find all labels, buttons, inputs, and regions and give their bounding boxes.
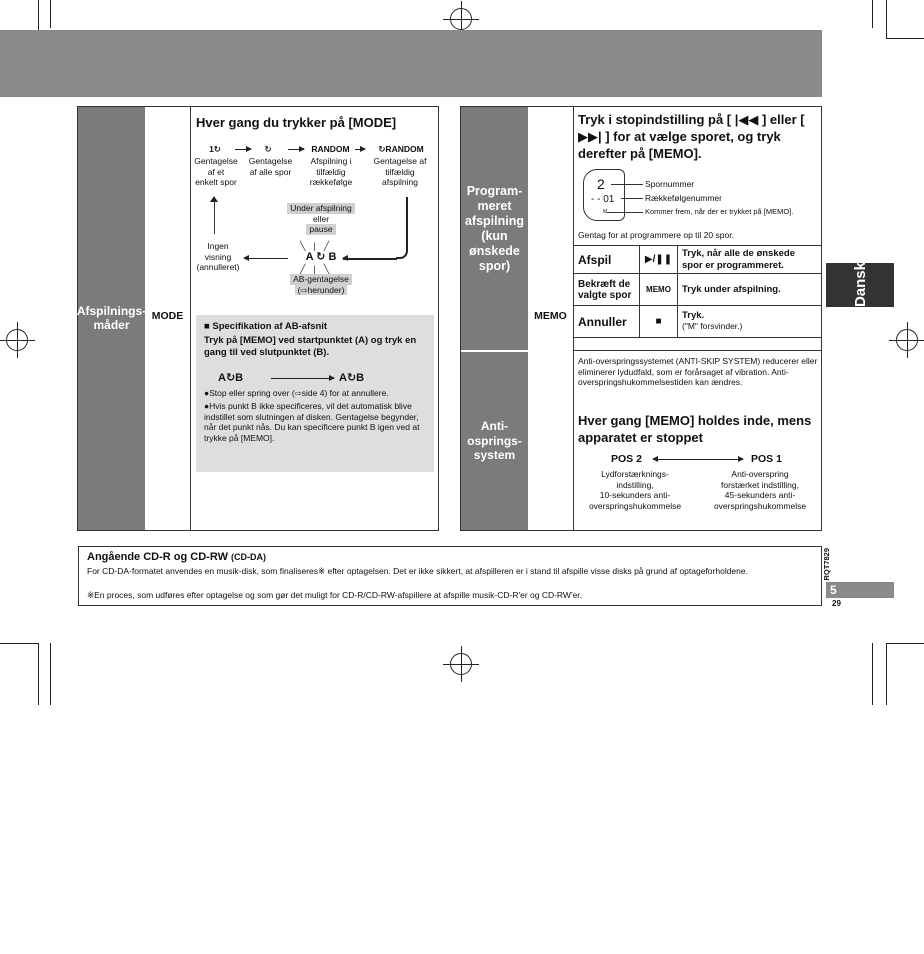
program-play-panel <box>460 106 822 531</box>
mode-label: Gentagelse af et enkelt spor <box>194 156 238 188</box>
flow-line <box>396 197 408 259</box>
doc-code <box>822 548 842 582</box>
no-display-label: Ingen visning (annulleret) <box>196 241 240 273</box>
sequence-digits: - - 01 <box>591 194 615 205</box>
pos2-title: POS 2 <box>611 453 642 465</box>
under-label: eller <box>312 213 330 224</box>
under-playback-note <box>281 203 361 235</box>
crop-mark <box>50 643 51 705</box>
row-label: Bekræft de valgte spor <box>574 274 640 306</box>
crop-mark <box>872 0 873 28</box>
memo-indicator: M <box>603 209 608 215</box>
row-text: Tryk. <box>682 310 705 322</box>
side-label-antiskip: Anti- osprings- system <box>461 352 528 530</box>
box-line: For CD-DA-formatet anvendes en musik-disk, som finaliseres※ efter optagelsen. Det er ikke sikkert, at afspilleren er i stand til afspille visse disks på grund af optageforholdene. <box>87 566 748 576</box>
section-heading: Hver gang du trykker på [MODE] <box>196 115 397 130</box>
mode-key-label: MODE <box>151 310 184 322</box>
crop-mark <box>886 643 887 705</box>
language-tab <box>826 263 894 307</box>
antiskip-text: Anti-overspringssystemet (ANTI-SKIP SYSTEM) reducerer eller eliminerer lydudfald, som er forårsaget af vibration. Anti-overspringshukommelsestiden kan ændres. <box>578 356 818 388</box>
track-digit: 2 <box>597 176 605 192</box>
section-heading: Tryk i stopindstilling på [ |◀◀ ] eller [ ▶▶| ] for at vælge sporet, og tryk derefter på [MEMO]. <box>578 112 805 161</box>
row-text: Tryk under afspilning. <box>678 274 822 306</box>
box-title-wrap <box>87 551 266 563</box>
cd-r-info-box <box>78 546 822 606</box>
arrow-icon <box>235 149 251 150</box>
arrow-icon <box>657 459 743 460</box>
flash-rays-icon: ╲|╱ <box>300 241 338 251</box>
callout-label: Rækkefølgenummer <box>645 193 722 203</box>
crop-mark <box>886 0 887 38</box>
under-label: pause <box>306 224 335 235</box>
ab-spec-box <box>196 315 434 472</box>
pos1-title: POS 1 <box>751 453 782 465</box>
doc-code-label: RQT7829 <box>822 548 831 581</box>
box-title: Angående CD-R og CD-RW <box>87 551 228 563</box>
row-label: Annuller <box>574 306 640 338</box>
memo-key-label: MEMO <box>534 310 567 322</box>
flash-rays-icon: ╱|╲ <box>300 264 338 274</box>
registration-mark <box>896 329 918 351</box>
language-tab-label: Dansk <box>851 262 869 308</box>
spec-text: Tryk på [MEMO] ved startpunktet (A) og tryk en gang til ved slutpunktet (B). <box>204 335 417 359</box>
ab-repeat-note <box>281 274 361 295</box>
callout-label: Spornummer <box>645 179 695 189</box>
side-label-programmed: Program- meret afspilning (kun ønskede spor) <box>461 107 528 350</box>
spec-bullet: ●Stop eller spring over (⇨side 4) for at annullere. <box>204 388 389 398</box>
control-table <box>573 245 822 338</box>
ab-label: AB-gentagelse <box>290 274 352 285</box>
ab-flashing-symbol: A↻B <box>218 372 244 384</box>
flow-line <box>214 199 215 234</box>
pos2-text: Lydforstærknings- indstilling, 10-sekunders anti- overspringshukommelse <box>588 469 682 511</box>
arrow-icon <box>343 258 397 260</box>
mode-symbol: ↻ <box>264 144 272 154</box>
pos1-text: Anti-overspring forstærket indstilling, 45-sekunders anti- overspringshukommelse <box>713 469 807 511</box>
playback-modes-panel <box>77 106 439 531</box>
mode-symbol: ↻RANDOM <box>378 144 424 154</box>
box-line: ※En proces, som udføres efter optagelse og som gør det muligt for CD-R/CD-RW-afspillere at afspille musik-CD-R'er og CD-RW'er. <box>87 590 583 600</box>
ab-steady-symbol: A↻B <box>339 372 365 384</box>
spec-bullet: ●Hvis punkt B ikke specificeres, vil det automatisk blive indstillet som slutningen af disken. Gentagelse begynder, når det punkt nås. Du kan specificere punkt B igen ved at trykke på [MEMO]. <box>204 401 420 443</box>
spec-title: ■ Specifikation af AB-afsnit <box>204 321 328 332</box>
page-section-tab: 5 <box>826 582 894 598</box>
crop-mark <box>886 38 924 39</box>
crop-mark <box>38 643 39 705</box>
page-number: 29 <box>832 599 841 608</box>
arrow-icon <box>355 149 365 150</box>
arrow-icon <box>288 149 304 150</box>
registration-mark <box>450 653 472 675</box>
registration-mark <box>6 329 28 351</box>
side-label: Afspilnings- måder <box>78 107 145 530</box>
mode-symbol: 1↻ <box>209 144 221 154</box>
mode-symbol: RANDOM <box>311 144 350 154</box>
mode-label: Gentagelse af tilfældig afspilning <box>373 156 427 188</box>
crop-mark <box>0 643 38 644</box>
crop-mark <box>50 0 51 28</box>
under-label: Under afspilning <box>287 203 354 214</box>
memo-key: MEMO <box>640 274 678 306</box>
header-band <box>0 30 822 97</box>
crop-mark <box>886 643 924 644</box>
arrow-up-icon <box>210 196 218 202</box>
mode-label: Gentagelse af alle spor <box>248 156 293 177</box>
ab-repeat-symbol: A ↻ B <box>305 251 337 263</box>
antiskip-heading: Hver gang [MEMO] holdes inde, mens apparatet er stoppet <box>578 413 812 445</box>
row-label: Afspil <box>574 246 640 274</box>
repeat-note: Gentag for at programmere op til 20 spor. <box>578 230 734 240</box>
crop-mark <box>872 643 873 705</box>
callout-label: Kommer frem, når der er trykket på [MEMO]. <box>645 207 794 216</box>
arrow-icon <box>271 378 334 379</box>
play-pause-icon: ▶/❚❚ <box>640 246 678 274</box>
row-subtext: ("M" forsvinder.) <box>682 321 743 332</box>
stop-icon: ■ <box>640 306 678 338</box>
row-text: Tryk, når alle de ønskede spor er programmeret. <box>678 246 822 274</box>
mode-label: Afspilning i tilfældig rækkefølge <box>309 156 353 188</box>
box-title-small: (CD-DA) <box>231 552 267 562</box>
arrow-icon <box>244 258 288 259</box>
ab-label: (⇨herunder) <box>295 285 348 296</box>
row-text-cell <box>678 306 822 338</box>
registration-mark <box>450 8 472 30</box>
